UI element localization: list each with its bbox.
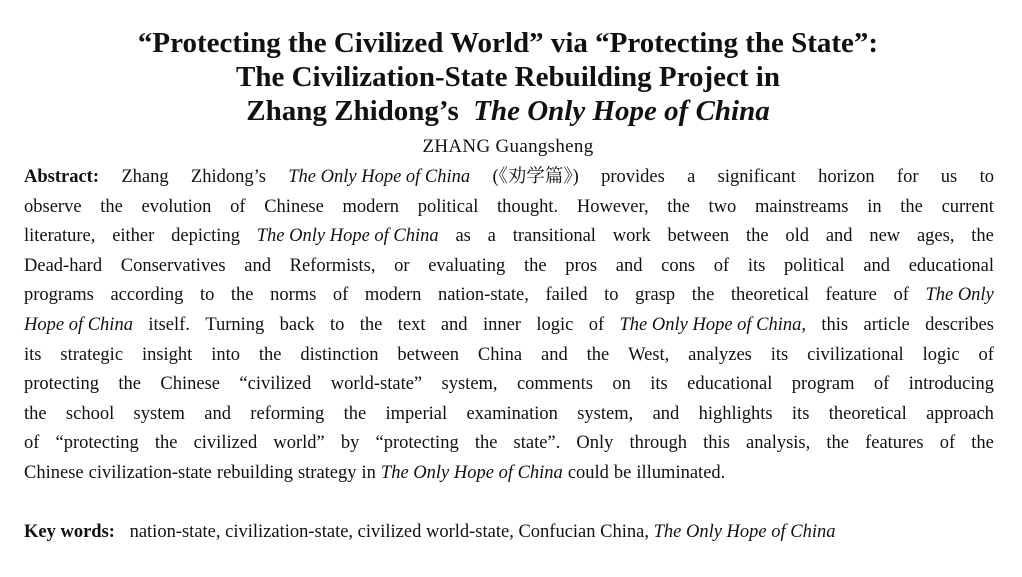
abstract-word: into xyxy=(211,344,240,365)
abstract-word: observe xyxy=(24,196,82,217)
abstract-word: as xyxy=(455,226,471,247)
abstract-word: and xyxy=(204,403,231,424)
abstract-word: describes xyxy=(925,314,994,335)
abstract-word: modern xyxy=(364,285,422,306)
abstract-word: two xyxy=(708,196,737,217)
abstract-word: its xyxy=(770,344,789,365)
abstract-word: system xyxy=(133,403,185,424)
abstract-word: evolution xyxy=(141,196,212,217)
abstract-word: of xyxy=(893,285,909,306)
abstract-word: introducing xyxy=(908,374,994,395)
abstract-word: civilizational xyxy=(807,344,904,365)
abstract-word: in xyxy=(867,196,882,217)
book-title-italic: The Only Hope of China xyxy=(256,226,439,247)
abstract-word: the xyxy=(24,403,47,424)
abstract-line xyxy=(24,370,994,400)
abstract-word: literature, xyxy=(24,226,96,247)
abstract-word: the xyxy=(474,433,498,454)
abstract-word: pros xyxy=(565,255,598,276)
abstract-word: and xyxy=(541,344,568,365)
abstract-word: Zhidong’s xyxy=(190,167,266,187)
abstract-word: current xyxy=(941,196,994,217)
abstract-word: according xyxy=(110,285,184,306)
abstract-word: strategy xyxy=(297,462,357,483)
abstract-word: to xyxy=(329,314,345,335)
abstract-word: article xyxy=(863,314,910,335)
abstract-word: failed xyxy=(545,285,588,306)
abstract-word: and xyxy=(863,255,891,276)
abstract-word: back xyxy=(279,314,315,335)
abstract-word: its xyxy=(650,374,668,395)
abstract-word: “protecting xyxy=(55,433,139,454)
abstract-word: reforming xyxy=(250,403,325,424)
abstract-word: to xyxy=(979,167,994,187)
abstract-line xyxy=(24,222,994,252)
abstract-word: the xyxy=(523,255,547,276)
abstract-word: new xyxy=(869,226,901,247)
abstract-word: on xyxy=(612,374,631,395)
abstract-word: could xyxy=(567,462,609,483)
abstract-word: system, xyxy=(577,403,634,424)
abstract-word: the xyxy=(343,403,367,424)
abstract-word: by xyxy=(340,433,360,454)
abstract-word: transitional xyxy=(512,226,596,247)
abstract-word: features xyxy=(865,433,924,454)
abstract-word: the xyxy=(826,433,849,454)
title-line-1: “Protecting the Civilized World” via “Protecting the State”: xyxy=(137,27,879,59)
abstract-word: its xyxy=(747,255,766,276)
keywords-line xyxy=(24,518,1004,546)
abstract-word: us xyxy=(940,167,958,187)
author-name: ZHANG Guangsheng xyxy=(422,136,594,157)
abstract-word: highlights xyxy=(698,403,773,424)
abstract-word: and xyxy=(652,403,680,424)
abstract-word: evaluating xyxy=(428,255,506,276)
abstract-line xyxy=(24,281,994,311)
book-title-italic: Hope of China xyxy=(24,314,133,335)
keywords-label: Key words: xyxy=(24,522,115,542)
abstract-word: Conservatives xyxy=(120,255,226,276)
abstract-word: itself. xyxy=(148,314,190,335)
abstract-word: system, xyxy=(441,374,498,395)
abstract-word: either xyxy=(112,226,155,247)
abstract-word: analysis, xyxy=(746,433,811,454)
abstract-word: rebuilding xyxy=(216,462,293,483)
abstract-word: comments xyxy=(516,374,593,395)
abstract-word: significant xyxy=(717,167,796,187)
abstract-word: work xyxy=(612,226,651,247)
book-title-italic: The Only Hope of China xyxy=(380,462,563,483)
abstract-line xyxy=(24,341,994,371)
abstract-word: the xyxy=(667,196,690,217)
book-title-italic: The Only Hope of China, xyxy=(619,314,807,335)
abstract-word: cons xyxy=(661,255,696,276)
abstract-word: and xyxy=(244,255,271,276)
abstract-word: distinction xyxy=(300,344,379,365)
abstract-word: However, xyxy=(576,196,649,217)
abstract-word: of xyxy=(939,433,956,454)
abstract-word: norms xyxy=(270,285,317,306)
paper-title xyxy=(0,26,1016,128)
abstract-word: the xyxy=(691,285,715,306)
abstract-word: (《劝学篇》) xyxy=(492,167,579,187)
abstract-word: civilized xyxy=(193,433,258,454)
abstract-word: school xyxy=(65,403,115,424)
abstract-word: state”. xyxy=(513,433,561,454)
abstract-word: between xyxy=(397,344,460,365)
abstract-word: the xyxy=(900,196,923,217)
abstract-word: of xyxy=(24,433,40,454)
abstract-word: Chinese xyxy=(160,374,221,395)
abstract-word: China xyxy=(477,344,523,365)
book-title-italic: The Only Hope of China xyxy=(288,167,471,187)
abstract-word: mainstreams xyxy=(754,196,849,217)
abstract-word: the xyxy=(100,196,123,217)
abstract-word: the xyxy=(359,314,383,335)
abstract-word: a xyxy=(487,226,496,247)
abstract-line xyxy=(24,311,994,341)
abstract-word: its xyxy=(24,344,42,365)
abstract-word: feature xyxy=(825,285,877,306)
abstract-word: text xyxy=(397,314,426,335)
abstract-word: thought. xyxy=(497,196,559,217)
abstract-word: logic xyxy=(536,314,574,335)
abstract-word: logic xyxy=(922,344,960,365)
keywords-book-title: The Only Hope of China xyxy=(653,522,836,542)
abstract-word: program xyxy=(791,374,855,395)
abstract-word: illuminated. xyxy=(636,462,726,483)
abstract-word: “civilized xyxy=(239,374,312,395)
abstract-word: modern xyxy=(342,196,400,217)
abstract-word: inner xyxy=(482,314,521,335)
abstract-word: educational xyxy=(687,374,773,395)
abstract-word: the xyxy=(971,226,994,247)
abstract-word: political xyxy=(784,255,845,276)
abstract-word: the xyxy=(118,374,142,395)
abstract-word: this xyxy=(821,314,849,335)
abstract-word: educational xyxy=(908,255,994,276)
abstract-word: of xyxy=(230,196,246,217)
abstract-word: to xyxy=(199,285,215,306)
abstract-word: examination xyxy=(466,403,558,424)
abstract-line xyxy=(24,429,994,459)
abstract-word: between xyxy=(667,226,730,247)
abstract-line xyxy=(24,252,994,282)
title-line-2: The Civilization-State Rebuilding Project in xyxy=(235,61,780,93)
abstract-word: the xyxy=(258,344,282,365)
abstract-word: of xyxy=(713,255,730,276)
abstract-word: through xyxy=(629,433,688,454)
abstract-word: the xyxy=(971,433,994,454)
abstract-word: a xyxy=(687,167,696,187)
abstract-word: strategic xyxy=(60,344,124,365)
abstract-word: of xyxy=(978,344,994,365)
abstract-word: ages, xyxy=(916,226,955,247)
abstract-word: horizon xyxy=(818,167,875,187)
abstract-word: world-state” xyxy=(330,374,423,395)
abstract-word: Dead-hard xyxy=(24,255,103,276)
abstract-line xyxy=(24,163,994,193)
abstract-word: or xyxy=(394,255,410,276)
abstract-word: depicting xyxy=(171,226,240,247)
abstract-word: programs xyxy=(24,285,94,306)
abstract-word: world” xyxy=(273,433,325,454)
abstract-word: analyzes xyxy=(688,344,752,365)
abstract-word: approach xyxy=(926,403,994,424)
abstract-word: Chinese xyxy=(264,196,324,217)
abstract-word: this xyxy=(703,433,730,454)
abstract-word: nation-state, xyxy=(437,285,529,306)
abstract-word: Reformists, xyxy=(289,255,376,276)
abstract-word: the xyxy=(586,344,610,365)
abstract-word: insight xyxy=(141,344,193,365)
abstract-line xyxy=(24,400,994,430)
abstract-word: provides xyxy=(601,167,665,187)
abstract-word: “protecting xyxy=(375,433,459,454)
abstract-word: old xyxy=(785,226,810,247)
abstract-body xyxy=(24,163,994,489)
title-line-3-book: The Only Hope of China xyxy=(473,95,770,127)
abstract-word: imperial xyxy=(385,403,448,424)
abstract-word: political xyxy=(417,196,479,217)
abstract-word: to xyxy=(604,285,619,306)
abstract-word: for xyxy=(896,167,919,187)
abstract-word: and xyxy=(440,314,468,335)
title-line-3 xyxy=(0,94,1016,128)
abstract-label: Abstract: xyxy=(24,167,100,187)
abstract-word: the xyxy=(154,433,178,454)
abstract-word: of xyxy=(332,285,349,306)
abstract-word: in xyxy=(361,462,376,483)
abstract-word: civilization-state xyxy=(88,462,212,483)
abstract-word: be xyxy=(613,462,632,483)
abstract-word: protecting xyxy=(24,374,100,395)
abstract-word: theoretical xyxy=(730,285,809,306)
abstract-word: theoretical xyxy=(828,403,907,424)
abstract-word: the xyxy=(230,285,254,306)
abstract-word: and xyxy=(825,226,853,247)
abstract-word: Turning xyxy=(205,314,265,335)
title-line-3-prefix: Zhang Zhidong’s xyxy=(246,95,459,127)
keywords-text: nation-state, civilization-state, civilized world-state, Confucian China, xyxy=(129,522,649,542)
abstract-word: the xyxy=(745,226,769,247)
abstract-word: its xyxy=(791,403,810,424)
abstract-word: Chinese xyxy=(24,462,84,483)
abstract-line xyxy=(24,193,994,223)
abstract-word: West, xyxy=(628,344,670,365)
abstract-word: of xyxy=(588,314,605,335)
abstract-word: of xyxy=(873,374,890,395)
abstract-word: and xyxy=(615,255,643,276)
abstract-word: Zhang xyxy=(121,167,169,187)
abstract-line xyxy=(24,459,994,489)
abstract-word: grasp xyxy=(635,285,676,306)
book-title-italic: The Only xyxy=(925,285,994,306)
abstract-word: Only xyxy=(576,433,614,454)
